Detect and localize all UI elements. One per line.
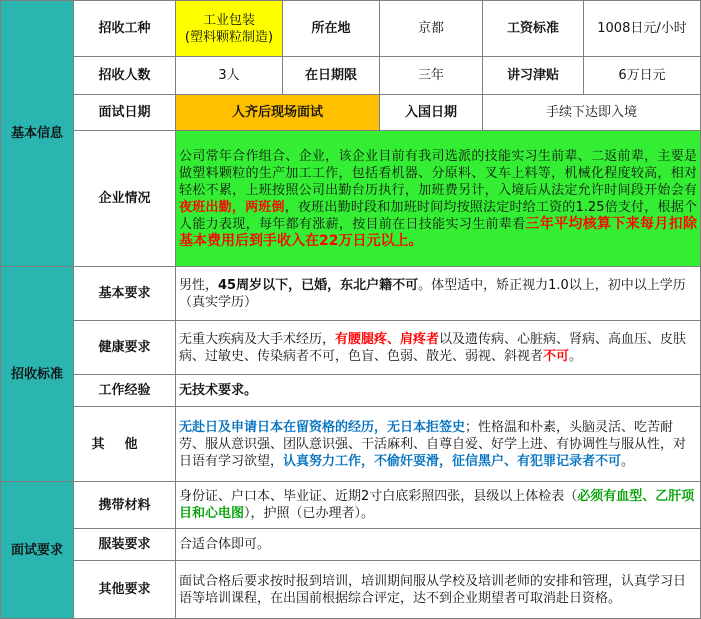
other-highlight-conduct: 认真努力工作，不偷奸耍滑，征信黑户、有犯罪记录者不可 — [283, 453, 622, 469]
location-value: 京都 — [380, 1, 483, 57]
materials-text-2: ），护照（已办理者）。 — [244, 506, 375, 521]
company-highlight-income: 三年平均核算下来每月扣除基本费用后到手收入在22万日元以上。 — [179, 215, 697, 249]
materials-label: 携带材料 — [74, 482, 176, 529]
basic-req-label: 基本要求 — [74, 267, 176, 321]
headcount-label: 招收人数 — [74, 57, 176, 95]
entry-date-value: 手续下达即入境 — [483, 95, 701, 131]
section-basic-info: 基本信息 — [1, 1, 74, 267]
other-label-text: 其他 — [91, 436, 158, 452]
job-type-value: 工业包装 (塑料颗粒制造) — [176, 1, 283, 57]
location-label: 所在地 — [283, 1, 380, 57]
wage-value: 1008日元/小时 — [584, 1, 701, 57]
experience-label: 工作经验 — [74, 375, 176, 407]
other-text-2: 。 — [621, 453, 635, 469]
company-text-1: 公司常年合作组合、企业，该企业目前有我司选派的技能实习生前辈、二返前辈，主要是做塑料颗粒的生产加工工作，包括看机器、分原料、叉车上料等，机械化程度较高，相对轻松不累，上班按照公司出勤台历执行，加班费另计，入境后从法定允许时间段开始会有 — [179, 148, 697, 198]
health-highlight-no: 不可 — [543, 348, 570, 364]
clothing-label: 服装要求 — [74, 529, 176, 561]
health-text-1: 无重大疾病及大手术经历， — [179, 331, 336, 347]
basic-req-text — [176, 267, 701, 321]
term-label: 在日期限 — [283, 57, 380, 95]
materials-highlight: 必须有血型、乙肝项目和心电图 — [179, 489, 695, 521]
headcount-value: 3人 — [176, 57, 283, 95]
company-text-2: ，夜班出勤时段和加班时间均按照法定时给工资的1.25倍支付，根据个人能力表现，每年都有涨薪，按目前在日技能实习生前辈看 — [179, 199, 697, 232]
entry-date-label: 入国日期 — [380, 95, 483, 131]
health-text-2: 以及遗传病、心脏病、肾病、高血压、皮肤病、过敏史、传染病者不可，色盲、色弱、散光、弱视、斜视者 — [179, 331, 687, 364]
other-req-text: 面试合格后要求按时报到培训，培训期间服从学校及培训老师的安排和管理，认真学习日语等培训课程，在出国前根据综合评定，达不到企业期望者可取消赴日资格。 — [176, 561, 701, 619]
materials-text-1: 身份证、户口本、毕业证、近期2寸白底彩照四张，县级以上体检表（ — [179, 489, 578, 504]
allowance-label: 讲习津贴 — [483, 57, 584, 95]
health-req-text — [176, 321, 701, 375]
experience-value: 无技术要求。 — [176, 375, 701, 407]
other-text — [176, 407, 701, 482]
health-highlight-pain: 有腰腿疼、肩疼者 — [335, 331, 440, 347]
company-description — [176, 131, 701, 267]
wage-label: 工资标准 — [483, 1, 584, 57]
other-req-label: 其他要求 — [74, 561, 176, 619]
basic-req-bold: 45周岁以下，已婚，东北户籍不可 — [218, 277, 419, 293]
other-label — [74, 407, 176, 482]
section-interview: 面试要求 — [1, 482, 74, 619]
materials-text — [176, 482, 701, 529]
other-highlight-visa: 无赴日及申请日本在留资格的经历，无日本拒签史 — [179, 419, 466, 435]
company-label: 企业情况 — [74, 131, 176, 267]
clothing-value: 合适合体即可。 — [176, 529, 701, 561]
interview-date-value: 人齐后现场面试 — [176, 95, 380, 131]
basic-req-text-2: 。体型适中，矫正视力1.0以上，初中以上学历（真实学历） — [179, 277, 686, 310]
other-text-1: ；性格温和朴素，头脑灵活、吃苦耐劳、服从意识强、团队意识强、干活麻利、自尊自爱、好学上进、有协调性与服从性，对日语有学习欲望， — [179, 419, 687, 469]
allowance-value: 6万日元 — [584, 57, 701, 95]
basic-req-text-1: 男性， — [179, 277, 219, 293]
company-highlight-shift: 夜班出勤，两班倒 — [179, 199, 285, 215]
interview-date-label: 面试日期 — [74, 95, 176, 131]
section-standards: 招收标准 — [1, 267, 74, 482]
health-req-label: 健康要求 — [74, 321, 176, 375]
term-value: 三年 — [380, 57, 483, 95]
job-type-label: 招收工种 — [74, 1, 176, 57]
health-text-3: 。 — [569, 348, 583, 364]
